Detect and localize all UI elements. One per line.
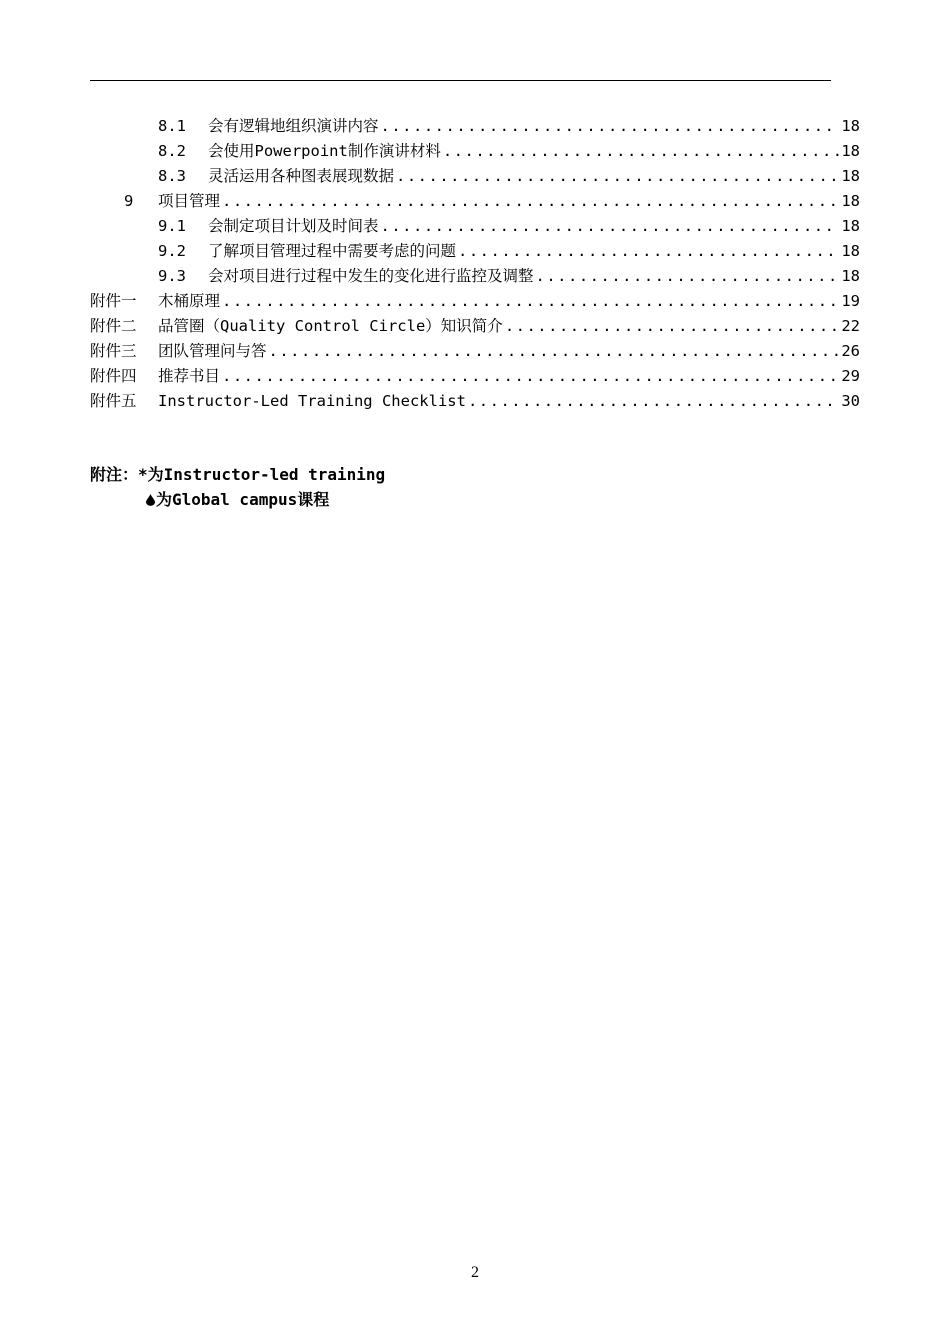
- footnote-line-global-campus: [90, 487, 385, 512]
- toc-entry[interactable]: [90, 189, 860, 214]
- toc-leader-dots: [222, 289, 839, 314]
- toc-entry-title: 会制定项目计划及时间表: [208, 217, 379, 235]
- toc-entry[interactable]: [90, 314, 860, 339]
- toc-leader-dots: [381, 214, 840, 239]
- toc-leader-dots: [458, 239, 839, 264]
- toc-entry[interactable]: [90, 139, 860, 164]
- toc-leader-dots: [222, 364, 839, 389]
- toc-entry-number: 9: [124, 192, 134, 210]
- toc-entry-page: 18: [841, 242, 860, 260]
- toc-entry-title: Instructor-Led Training Checklist: [158, 392, 466, 410]
- toc-entry-page: 26: [841, 342, 860, 360]
- toc-entry[interactable]: [90, 264, 860, 289]
- table-of-contents: [90, 114, 860, 414]
- toc-leader-dots: [396, 164, 839, 189]
- toc-entry-title: 会使用Powerpoint制作演讲材料: [208, 142, 441, 160]
- toc-leader-dots: [269, 339, 840, 364]
- toc-entry-number: 附件四: [90, 367, 137, 385]
- toc-leader-dots: [505, 314, 840, 339]
- toc-entry-title: 项目管理: [158, 192, 221, 210]
- toc-entry-page: 18: [841, 267, 860, 285]
- toc-entry[interactable]: [90, 389, 860, 414]
- toc-entry-page: 22: [841, 317, 860, 335]
- toc-entry-number: 附件三: [90, 342, 137, 360]
- toc-entry-page: 18: [841, 217, 860, 235]
- toc-entry-number: 附件五: [90, 392, 137, 410]
- footnote-line-instructor-led: 附注：*为Instructor-led training: [90, 465, 386, 484]
- toc-entry-number: 8.2: [158, 142, 186, 160]
- toc-leader-dots: [536, 264, 840, 289]
- toc-entry-title: 灵活运用各种图表展现数据: [208, 167, 395, 185]
- footnote-line-text: 为Global campus课程: [156, 490, 330, 509]
- toc-entry-number: 附件二: [90, 317, 137, 335]
- toc-entry-number: 9.3: [158, 267, 186, 285]
- toc-entry[interactable]: [90, 239, 860, 264]
- toc-entry-title: 品管圈（Quality Control Circle）知识简介: [158, 317, 503, 335]
- toc-entry[interactable]: [90, 364, 860, 389]
- header-rule: [90, 80, 831, 81]
- toc-entry-title: 团队管理问与答: [158, 342, 267, 360]
- toc-leader-dots: [468, 389, 839, 414]
- toc-entry-page: 18: [841, 167, 860, 185]
- toc-entry-number: 9.2: [158, 242, 186, 260]
- toc-leader-dots: [222, 189, 839, 214]
- toc-entry-number: 8.3: [158, 167, 186, 185]
- toc-entry-page: 30: [841, 392, 860, 410]
- toc-entry-title: 会对项目进行过程中发生的变化进行监控及调整: [208, 267, 534, 285]
- toc-entry[interactable]: [90, 114, 860, 139]
- toc-entry-page: 18: [841, 192, 860, 210]
- toc-entry[interactable]: [90, 289, 860, 314]
- toc-entry-number: 附件一: [90, 292, 137, 310]
- toc-entry-number: 9.1: [158, 217, 186, 235]
- toc-entry-title: 会有逻辑地组织演讲内容: [208, 117, 379, 135]
- page-number: 2: [471, 1264, 479, 1281]
- toc-entry[interactable]: [90, 164, 860, 189]
- toc-entry-page: 29: [841, 367, 860, 385]
- toc-entry-title: 推荐书目: [158, 367, 221, 385]
- toc-entry-page: 18: [841, 142, 860, 160]
- toc-entry-page: 18: [841, 117, 860, 135]
- toc-leader-dots: [443, 139, 840, 164]
- toc-entry-page: 19: [841, 292, 860, 310]
- toc-entry-title: 了解项目管理过程中需要考虑的问题: [208, 242, 457, 260]
- toc-entry-number: 8.1: [158, 117, 186, 135]
- toc-entry[interactable]: [90, 339, 860, 364]
- toc-leader-dots: [381, 114, 840, 139]
- toc-entry[interactable]: [90, 214, 860, 239]
- drop-icon: [146, 494, 155, 506]
- footnote: [90, 462, 385, 512]
- toc-entry-title: 木桶原理: [158, 292, 221, 310]
